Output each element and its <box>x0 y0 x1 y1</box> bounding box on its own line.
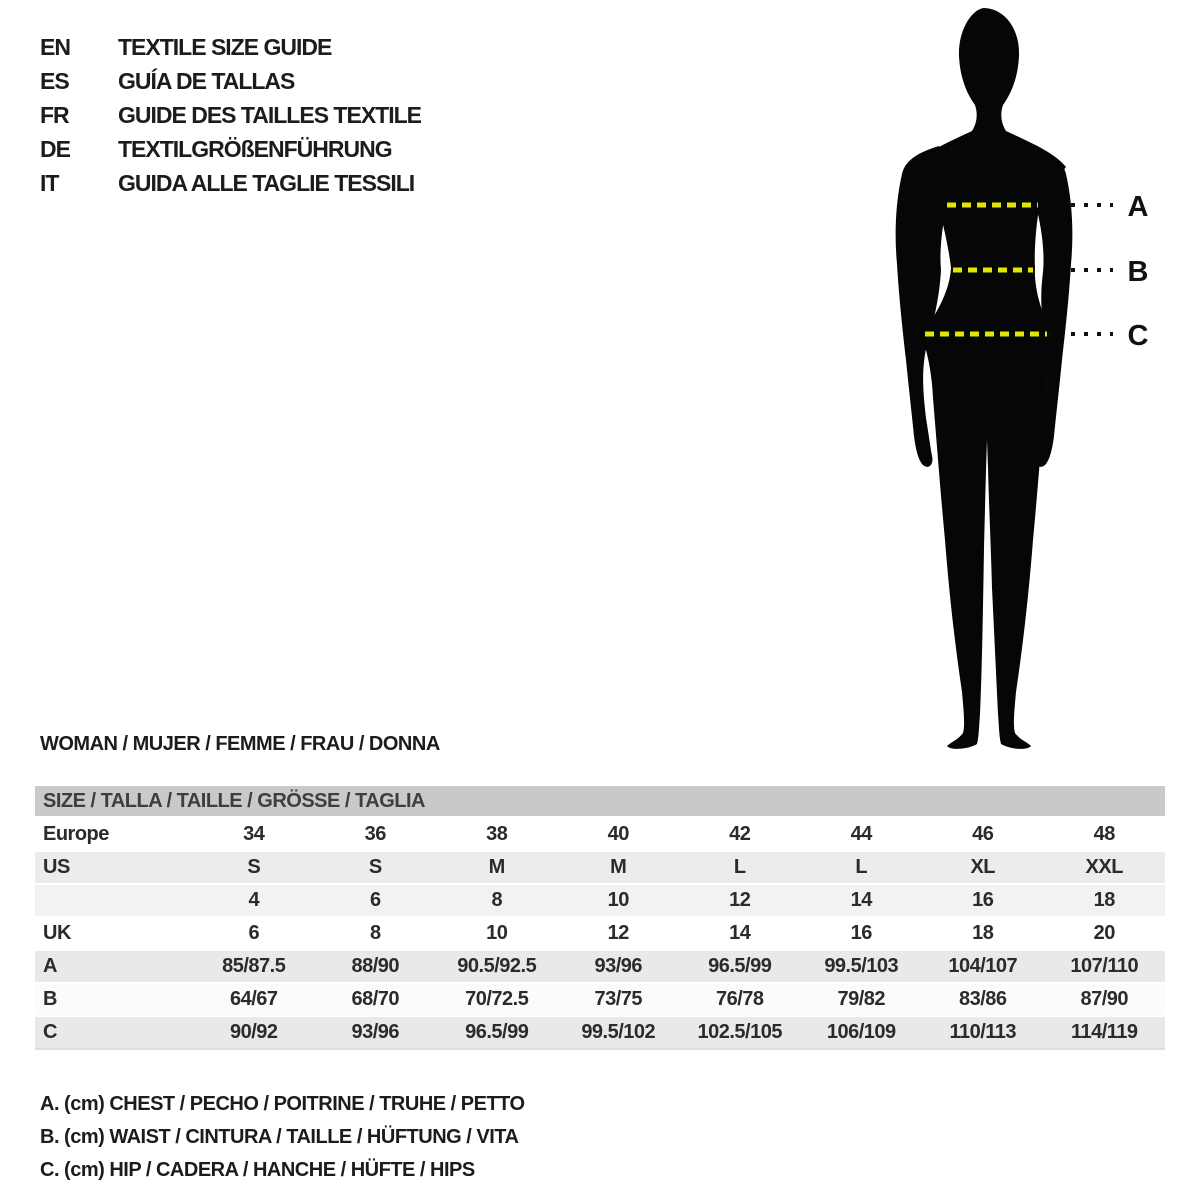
size-value-cell: S <box>247 856 261 878</box>
size-value-cell: 6 <box>248 922 260 944</box>
row-label: A <box>43 955 57 977</box>
size-value-cell: XXL <box>1085 856 1123 878</box>
size-value-cell: 102.5/105 <box>697 1021 782 1043</box>
size-value-cell: M <box>488 856 505 878</box>
language-code: DE <box>40 135 70 162</box>
list-item <box>40 166 421 200</box>
table-row <box>35 984 1165 1015</box>
size-value-cell: 90/92 <box>229 1021 278 1043</box>
row-label: UK <box>43 922 71 944</box>
size-value-cell: 48 <box>1093 823 1115 845</box>
size-value-cell: 114/119 <box>1070 1021 1138 1043</box>
size-value-cell: L <box>855 856 868 878</box>
size-value-cell: 16 <box>972 889 994 911</box>
size-value-cell: 96.5/99 <box>708 955 772 977</box>
table-row <box>35 819 1165 850</box>
size-value-cell: 36 <box>364 823 386 845</box>
size-value-cell: 44 <box>850 823 872 845</box>
size-value-cell: 106/109 <box>826 1021 896 1043</box>
size-value-cell: 46 <box>972 823 994 845</box>
guide-title: GUIDA ALLE TAGLIE TESSILI <box>118 169 415 196</box>
language-code: ES <box>40 67 69 94</box>
woman-silhouette-figure <box>855 0 1175 760</box>
size-value-cell: 87/90 <box>1080 988 1129 1010</box>
size-value-cell: 73/75 <box>594 988 643 1010</box>
size-value-cell: 16 <box>850 922 872 944</box>
size-value-cell: 104/107 <box>948 955 1018 977</box>
table-row <box>35 918 1165 949</box>
legend-item-hip: C. (cm) HIP / CADERA / HANCHE / HÜFTE / HIPS <box>40 1159 475 1181</box>
chest-label: A <box>1127 191 1149 223</box>
section-heading-woman: WOMAN / MUJER / FEMME / FRAU / DONNA <box>40 733 440 755</box>
size-value-cell: 85/87.5 <box>222 955 286 977</box>
size-value-cell: 4 <box>248 889 260 911</box>
size-value-cell: 20 <box>1093 922 1115 944</box>
hip-label: C <box>1127 320 1149 352</box>
size-value-cell: 93/96 <box>351 1021 400 1043</box>
row-label <box>35 885 193 916</box>
size-value-cell: 93/96 <box>594 955 643 977</box>
size-value-cell: 10 <box>486 922 508 944</box>
measure-legend-list <box>40 1088 525 1187</box>
size-value-cell: 70/72.5 <box>465 988 529 1010</box>
size-value-cell: 18 <box>1093 889 1115 911</box>
size-value-cell: L <box>733 856 746 878</box>
size-value-cell: 40 <box>607 823 629 845</box>
size-value-cell: 110/113 <box>949 1021 1017 1043</box>
table-row <box>35 1017 1165 1050</box>
size-value-cell: 68/70 <box>351 988 400 1010</box>
size-value-cell: 64/67 <box>229 988 278 1010</box>
table-row <box>35 885 1165 916</box>
size-value-cell: 38 <box>486 823 508 845</box>
row-label: US <box>43 856 70 878</box>
size-value-cell: XL <box>970 856 996 878</box>
woman-body-silhouette <box>912 8 1066 749</box>
size-value-cell: 76/78 <box>715 988 764 1010</box>
language-guide-list <box>40 30 421 200</box>
size-value-cell: 107/110 <box>1070 955 1139 977</box>
size-value-cell: 10 <box>607 889 629 911</box>
size-value-cell: 90.5/92.5 <box>457 955 537 977</box>
language-code: IT <box>40 169 59 196</box>
list-item <box>40 98 421 132</box>
size-value-cell: 99.5/102 <box>581 1021 656 1043</box>
size-value-cell: 14 <box>729 922 751 944</box>
row-label: C <box>43 1021 57 1043</box>
size-table <box>35 786 1165 1052</box>
list-item <box>40 64 421 98</box>
list-item <box>40 30 421 64</box>
list-item <box>40 132 421 166</box>
language-code: EN <box>40 33 70 60</box>
language-code: FR <box>40 101 69 128</box>
guide-title: TEXTILE SIZE GUIDE <box>118 33 332 60</box>
size-value-cell: S <box>368 856 382 878</box>
legend-item-chest: A. (cm) CHEST / PECHO / POITRINE / TRUHE / PETTO <box>40 1093 525 1115</box>
size-value-cell: 99.5/103 <box>824 955 899 977</box>
size-table-header: SIZE / TALLA / TAILLE / GRÖSSE / TAGLIA <box>35 786 1165 816</box>
size-value-cell: 6 <box>369 889 381 911</box>
table-row <box>35 852 1165 883</box>
size-table-body <box>35 819 1165 1050</box>
size-value-cell: 42 <box>729 823 751 845</box>
guide-title: GUÍA DE TALLAS <box>118 67 295 94</box>
size-value-cell: 96.5/99 <box>465 1021 529 1043</box>
row-label: B <box>43 988 57 1010</box>
row-label: Europe <box>43 823 109 845</box>
size-value-cell: 8 <box>491 889 503 911</box>
table-row <box>35 951 1165 982</box>
size-value-cell: M <box>610 856 627 878</box>
size-value-cell: 8 <box>369 922 381 944</box>
size-value-cell: 12 <box>729 889 751 911</box>
size-value-cell: 34 <box>243 823 265 845</box>
size-value-cell: 88/90 <box>351 955 400 977</box>
waist-label: B <box>1127 256 1149 288</box>
guide-title: GUIDE DES TAILLES TEXTILE <box>118 101 421 128</box>
legend-item-waist: B. (cm) WAIST / CINTURA / TAILLE / HÜFTUNG / VITA <box>40 1126 519 1148</box>
guide-title: TEXTILGRÖßENFÜHRUNG <box>118 135 392 162</box>
size-value-cell: 14 <box>850 889 872 911</box>
size-value-cell: 12 <box>607 922 629 944</box>
size-value-cell: 18 <box>972 922 994 944</box>
size-value-cell: 83/86 <box>958 988 1007 1010</box>
size-value-cell: 79/82 <box>837 988 886 1010</box>
